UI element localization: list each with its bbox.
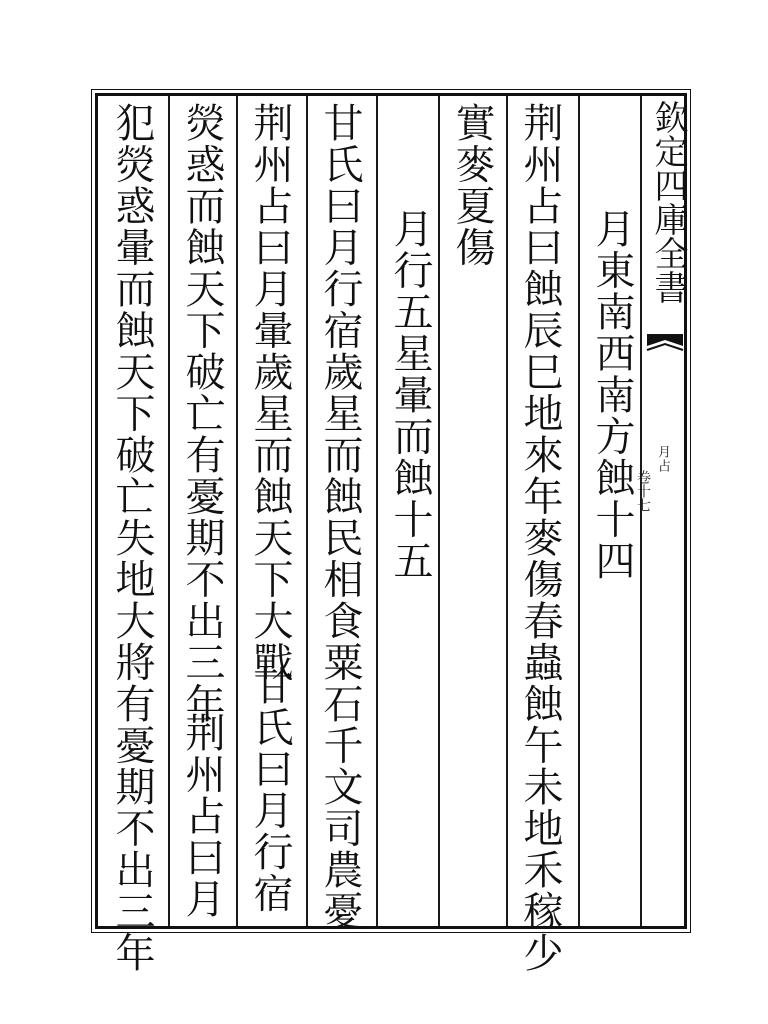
- column-rule: [578, 96, 580, 926]
- column-rule: [438, 96, 440, 926]
- column-rule: [236, 96, 238, 926]
- text-column: 荆州占曰月: [179, 712, 225, 920]
- fishtail-mark-icon: [645, 332, 685, 354]
- text-column: 甘氏曰月行宿歲星而蝕民相食粟石千文司農憂: [317, 102, 363, 932]
- text-column: 熒惑而蝕天下破亡有憂期不出三年: [179, 102, 225, 725]
- heading-column: 月行五星暈而蝕十五: [387, 208, 433, 582]
- heading-column: 月東南西南方蝕十四: [589, 208, 635, 582]
- text-column: 荆州占曰月暈歲星而蝕天下大戰: [247, 102, 293, 683]
- text-column: 甘氏曰月行宿: [247, 665, 293, 914]
- text-column: 荆州占曰蝕辰巳地來年麥傷春蟲蝕午未地禾稼少: [517, 102, 563, 974]
- juan-label: 卷十七: [635, 470, 651, 512]
- section-label: 月占: [655, 445, 670, 473]
- column-rule: [376, 96, 378, 926]
- text-column: 犯熒惑暈而蝕天下破亡失地大將有憂期不出三年: [109, 102, 155, 974]
- text-column: 實麥夏傷: [449, 102, 495, 268]
- book-title: 欽定四庫全書: [648, 100, 688, 304]
- column-rule: [306, 96, 308, 926]
- column-rule: [506, 96, 508, 926]
- column-rule: [168, 96, 170, 926]
